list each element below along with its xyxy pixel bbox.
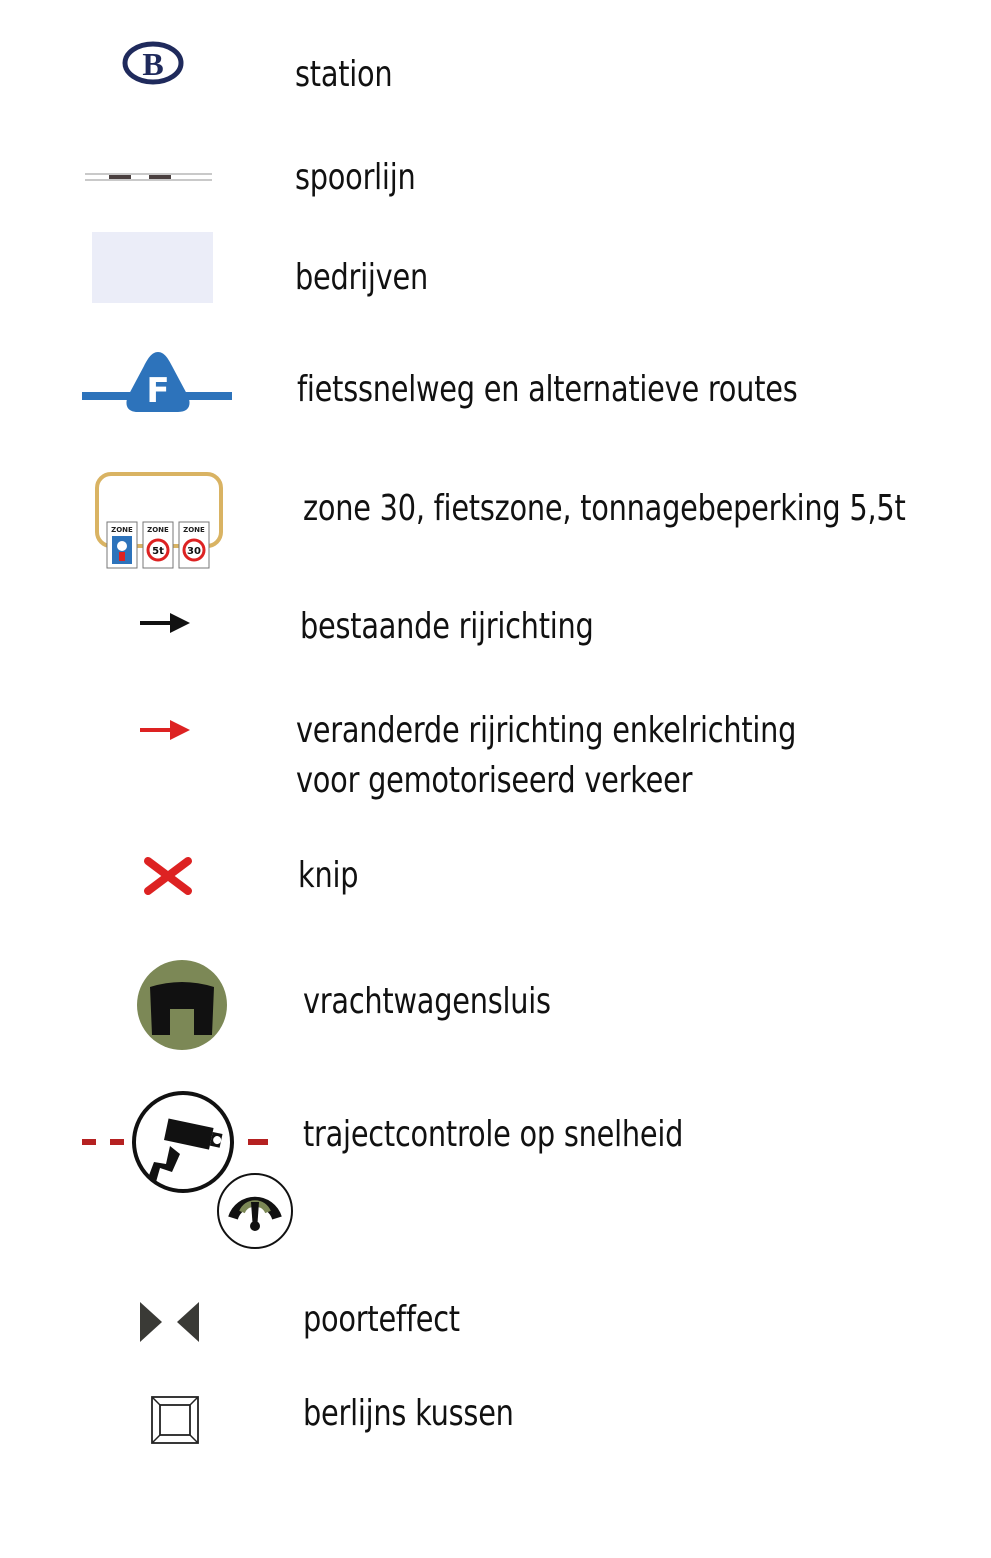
zone-30-bicycle-zone-weight-limit-icon bbox=[93, 470, 227, 572]
business-area-swatch-icon bbox=[92, 232, 214, 304]
weight-limit-value: 5t bbox=[152, 546, 164, 557]
legend-label-changed-direction-line1: veranderde rijrichting enkelrichting bbox=[296, 710, 797, 751]
bicycle-highway-f-icon bbox=[82, 350, 234, 416]
legend-label-gate-effect: poorteffect bbox=[303, 1299, 460, 1340]
svg-text:F: F bbox=[146, 371, 170, 411]
legend-label-speed-camera: trajectcontrole op snelheid bbox=[303, 1114, 684, 1155]
speed-cushion-icon bbox=[150, 1395, 200, 1445]
speed-limit-value: 30 bbox=[187, 546, 201, 557]
legend-label-business: bedrijven bbox=[295, 257, 428, 298]
weight-limit-sign-icon bbox=[143, 522, 173, 568]
legend-label-truck-lock: vrachtwagensluis bbox=[303, 981, 551, 1022]
zone-sign-text-2: ZONE bbox=[147, 526, 169, 534]
truck-lock-icon bbox=[136, 959, 228, 1051]
zone-30-sign-icon bbox=[179, 522, 209, 568]
bicycle-zone-sign-icon bbox=[107, 522, 137, 568]
legend-label-changed-direction bbox=[296, 706, 796, 806]
black-arrow-icon bbox=[140, 610, 192, 636]
speed-camera-icon bbox=[82, 1092, 297, 1252]
legend-label-station: station bbox=[295, 54, 393, 95]
zone-sign-text-3: ZONE bbox=[183, 526, 205, 534]
legend-label-changed-direction-line2: voor gemotoriseerd verkeer bbox=[296, 760, 693, 801]
zone-sign-text-1: ZONE bbox=[111, 526, 133, 534]
nmbs-station-logo-icon bbox=[122, 40, 184, 86]
red-arrow-icon bbox=[140, 717, 192, 743]
gate-effect-icon bbox=[139, 1301, 201, 1343]
red-cross-icon bbox=[144, 857, 194, 897]
legend-label-zone: zone 30, fietszone, tonnagebeperking 5,5t bbox=[303, 488, 906, 529]
legend-label-cut: knip bbox=[298, 855, 359, 896]
svg-text:B: B bbox=[142, 46, 164, 82]
legend-label-railway: spoorlijn bbox=[295, 157, 416, 198]
legend-label-speed-cushion: berlijns kussen bbox=[303, 1393, 514, 1434]
legend-label-existing-direction: bestaande rijrichting bbox=[300, 606, 594, 647]
railway-line-icon bbox=[85, 170, 213, 184]
legend-label-bicycle-highway: fietssnelweg en alternatieve routes bbox=[297, 369, 798, 410]
